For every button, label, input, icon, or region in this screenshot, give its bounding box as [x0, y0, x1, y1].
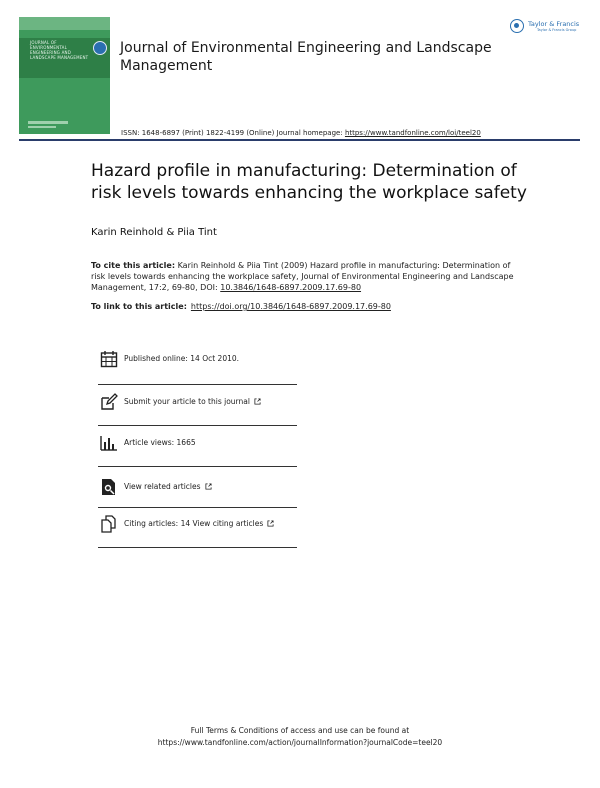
external-link-icon [267, 520, 274, 527]
meta-divider [98, 425, 297, 426]
citing-icon [100, 515, 118, 533]
bar-chart-icon [100, 434, 118, 452]
publisher-logo [510, 17, 585, 39]
article-doi-url-link[interactable]: https://doi.org/10.3846/1648-6897.2009.17.69-80 [190, 302, 391, 311]
meta-divider [98, 547, 297, 548]
submit-article-link[interactable] [124, 397, 261, 406]
cover-title-text: JOURNAL OF ENVIRONMENTAL ENGINEERING AND LANDSCAPE MANAGEMENT [30, 40, 89, 60]
journal-homepage-link[interactable]: https://www.tandfonline.com/loi/teel20 [344, 129, 481, 137]
issn-line [121, 129, 481, 137]
header-divider [19, 139, 580, 141]
citing-articles-text: Citing articles: 14 View citing articles [124, 519, 264, 528]
citing-articles-row[interactable] [98, 511, 297, 551]
citation-text: Karin Reinhold & Piia Tint (2009) Hazard profile in manufacturing: Determination of risk levels towards enhancing the workplace safety, Journal of Environmental Engineering and Landscape Management, 17:2, 69-80, DOI: [91, 261, 514, 292]
meta-divider [98, 466, 297, 467]
external-link-icon [254, 398, 261, 405]
meta-divider [98, 384, 297, 385]
citation-block [91, 260, 521, 293]
cover-badge-icon [93, 41, 107, 55]
terms-footer [0, 725, 600, 749]
edit-icon [100, 393, 118, 411]
journal-cover-image [19, 17, 110, 134]
article-link-line [91, 302, 391, 311]
related-articles-text: View related articles [124, 482, 201, 491]
citing-articles-link[interactable] [124, 519, 274, 528]
meta-divider [98, 507, 297, 508]
published-online-text: Published online: 14 Oct 2010. [124, 354, 240, 363]
cover-footer-mark [28, 121, 68, 124]
citation-label: To cite this article: [91, 261, 176, 270]
submit-article-text: Submit your article to this journal [124, 397, 250, 406]
related-articles-row[interactable] [98, 474, 297, 514]
submit-article-row[interactable] [98, 389, 297, 429]
cover-footer-mark-2 [28, 126, 56, 128]
external-link-icon [205, 483, 212, 490]
article-views-text: Article views: 1665 [124, 438, 196, 447]
journal-title: Journal of Environmental Engineering and Landscape Management [120, 40, 492, 74]
doi-link[interactable]: 10.3846/1648-6897.2009.17.69-80 [220, 283, 362, 292]
article-authors: Karin Reinhold & Piia Tint [91, 227, 217, 238]
publisher-logo-icon [510, 19, 524, 33]
article-link-label: To link to this article: [91, 302, 187, 311]
calendar-icon [100, 350, 118, 368]
article-title: Hazard profile in manufacturing: Determination of risk levels towards enhancing the workplace safety [91, 161, 527, 203]
publisher-logo-subname: Taylor & Francis Group [537, 28, 577, 32]
published-online-row [98, 346, 297, 386]
article-views-row [98, 430, 297, 470]
terms-footer-url[interactable]: https://www.tandfonline.com/action/journalInformation?journalCode=teel20 [157, 738, 443, 747]
publisher-logo-name: Taylor & Francis [528, 20, 580, 28]
related-articles-link[interactable] [124, 482, 212, 491]
terms-footer-line1: Full Terms & Conditions of access and use can be found at [190, 726, 410, 735]
search-document-icon [100, 478, 118, 496]
issn-text: ISSN: 1648-6897 (Print) 1822-4199 (Online) Journal homepage: [121, 129, 345, 137]
cover-top-strip [19, 17, 110, 30]
